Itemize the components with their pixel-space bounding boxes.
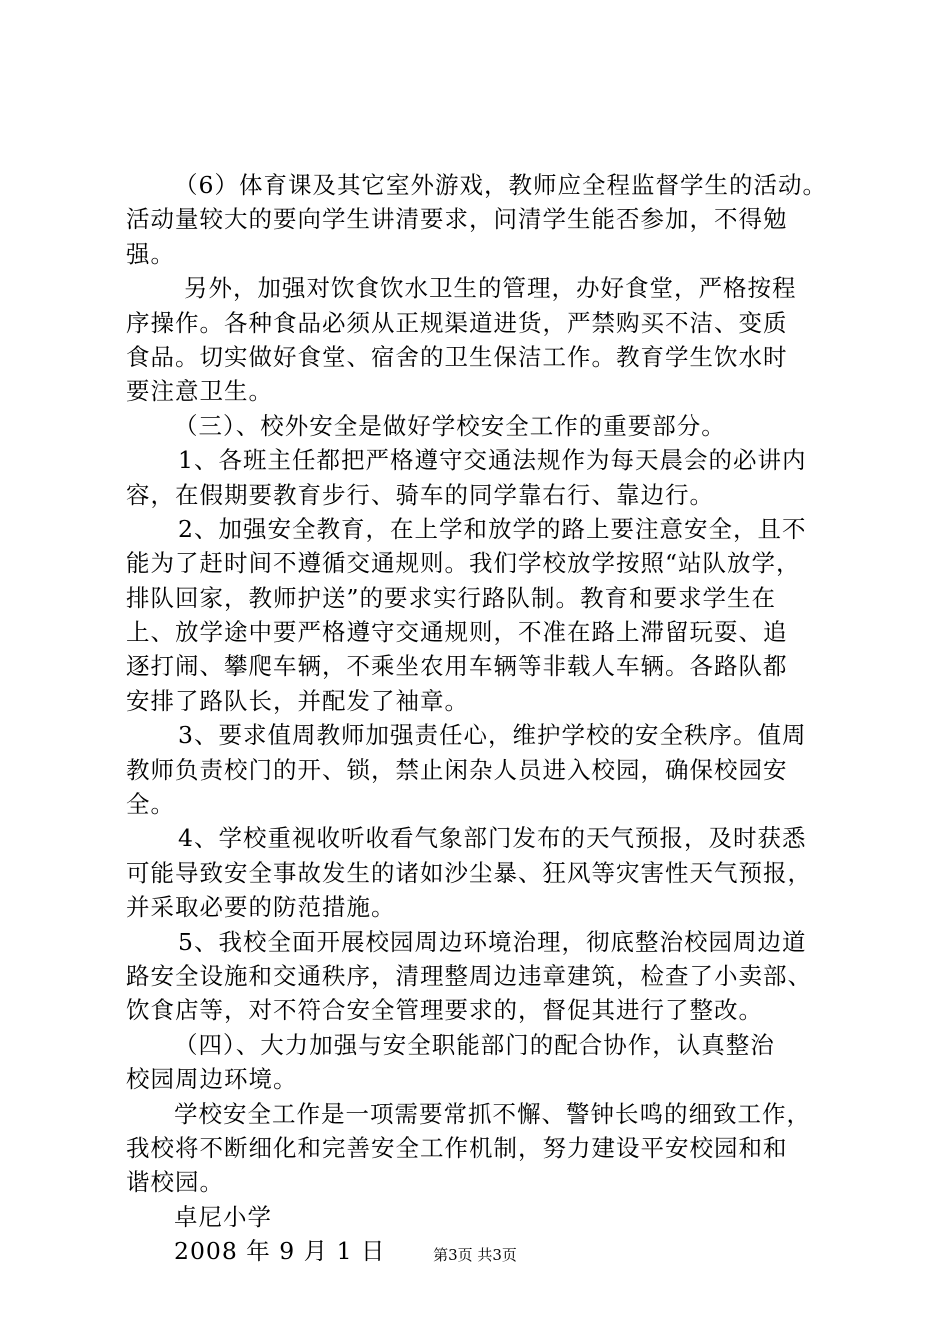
paragraph-p8	[126, 925, 838, 1028]
text-line: 全。	[126, 790, 175, 819]
text-line: 饮食店等，对不符合安全管理要求的，督促其进行了整改。	[126, 996, 763, 1025]
text-line: 1、各班主任都把严格遵守交通法规作为每天晨会的必讲内	[178, 446, 807, 475]
text-line: （三）、校外安全是做好学校安全工作的重要部分。	[174, 411, 726, 440]
page-footer: 第3页 共3页	[433, 1246, 517, 1264]
text-line: 谐校园。	[126, 1168, 224, 1197]
paragraph-p10	[126, 1097, 838, 1200]
text-line: 教师负责校门的开、锁，禁止闲杂人员进入校园，确保校园安	[126, 755, 788, 784]
text-line: 可能导致安全事故发生的诸如沙尘暴、狂风等灾害性天气预报，	[126, 858, 812, 887]
text-line: 我校将不断细化和完善安全工作机制，努力建设平安校园和和	[126, 1133, 788, 1162]
document-body	[126, 168, 838, 1269]
text-line: 序操作。各种食品必须从正规渠道进货，严禁购买不洁、变质	[126, 308, 788, 337]
paragraph-p5	[126, 512, 838, 718]
text-line: 另外，加强对饮食饮水卫生的管理，办好食堂，严格按程	[184, 274, 797, 303]
text-line: 5、我校全面开展校园周边环境治理，彻底整治校园周边道	[178, 927, 807, 956]
text-line: 2、加强安全教育，在上学和放学的路上要注意安全，且不	[178, 514, 807, 543]
paragraph-p11	[126, 1200, 838, 1234]
text-line: 上、放学途中要严格遵守交通规则，不准在路上滞留玩耍、追	[126, 618, 788, 647]
text-line: 食品。切实做好食堂、宿舍的卫生保洁工作。教育学生饮水时	[126, 342, 788, 371]
paragraph-p1	[126, 168, 838, 271]
text-line: 并采取必要的防范措施。	[126, 893, 396, 922]
text-line: 3、要求值周教师加强责任心，维护学校的安全秩序。值周	[178, 721, 807, 750]
text-line: 逐打闹、攀爬车辆，不乘坐农用车辆等非载人车辆。各路队都	[126, 652, 788, 681]
text-line: 排队回家，教师护送”的要求实行路队制。教育和要求学生在	[126, 583, 777, 612]
text-line: 能为了赶时间不遵循交通规则。我们学校放学按照“站队放学，	[126, 549, 801, 578]
text-line: 路安全设施和交通秩序，清理整周边违章建筑，检查了小卖部、	[126, 961, 812, 990]
text-line: 安排了路队长，并配发了袖章。	[126, 686, 469, 715]
text-line: 活动量较大的要向学生讲清要求，问清学生能否参加，不得勉	[126, 205, 788, 234]
paragraph-p6	[126, 718, 838, 821]
text-line: 校园周边环境。	[126, 1065, 298, 1094]
text-line: 强。	[126, 239, 175, 268]
text-line: （6）体育课及其它室外游戏，教师应全程监督学生的活动。	[174, 171, 827, 199]
text-line: 4、学校重视收听收看气象部门发布的天气预报，及时获悉	[178, 824, 807, 853]
paragraph-p3	[126, 409, 838, 443]
paragraph-p4	[126, 443, 838, 512]
text-line: 学校安全工作是一项需要常抓不懈、警钟长鸣的细致工作，	[174, 1099, 811, 1128]
paragraph-p7	[126, 821, 838, 924]
text-line: 容，在假期要教育步行、骑车的同学靠右行、靠边行。	[126, 480, 714, 509]
text-line: 2008 年 9 月 1 日	[174, 1237, 386, 1266]
text-line: （四）、大力加强与安全职能部门的配合协作，认真整治	[174, 1030, 775, 1059]
text-line: 卓尼小学	[174, 1202, 272, 1231]
paragraph-p2	[126, 271, 838, 409]
paragraph-p9	[126, 1028, 838, 1097]
text-line: 要注意卫生。	[126, 377, 273, 406]
